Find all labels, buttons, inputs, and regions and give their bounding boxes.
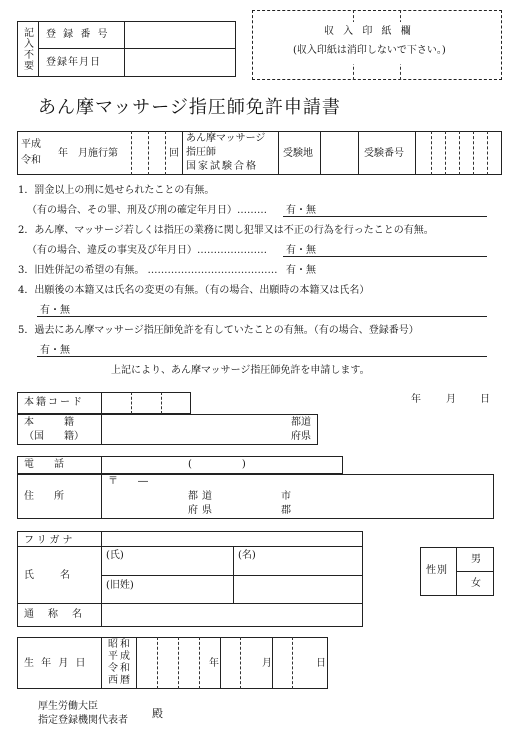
birth-year-label: 年: [209, 658, 219, 669]
common-name-label: 通 称 名: [24, 609, 84, 620]
revenue-stamp-title: 収 入 印 紙 欄: [324, 26, 414, 37]
honseki-code-label: 本籍コード: [24, 397, 84, 408]
name-label: 氏 名: [24, 570, 72, 581]
old-family-name-label[interactable]: (旧姓): [106, 580, 134, 591]
registration-number-field[interactable]: [125, 22, 235, 47]
question-5-answer[interactable]: 有・無: [40, 345, 70, 356]
apply-date-day: 日: [480, 394, 490, 405]
phone-parens[interactable]: ( ): [188, 459, 246, 470]
form-title: あん摩マッサージ指圧師免許申請書: [38, 97, 341, 118]
honseki-field[interactable]: [102, 415, 287, 444]
honseki-label: 本 籍: [24, 417, 74, 428]
registration-date-label: 登録年月日: [46, 57, 101, 68]
kokuseki-label: （国 籍）: [24, 431, 84, 442]
registration-number-label: 登 録 番 号: [46, 29, 110, 40]
exam-name-line1: あん摩マッサージ: [186, 133, 266, 144]
sex-male-option[interactable]: 男: [471, 554, 481, 565]
family-name-label[interactable]: (氏): [106, 550, 124, 561]
birth-date-label: 生 年 月 日: [24, 658, 88, 669]
exam-number-label: 受験番号: [364, 148, 404, 159]
question-4: 4．出願後の本籍又は氏名の変更の有無。（有の場合、出願時の本籍又は氏名）: [18, 285, 370, 296]
apply-date-month: 月: [446, 394, 456, 405]
birth-month-label: 月: [262, 658, 272, 669]
question-3: 3．旧姓併記の希望の有無。 …………………………………: [18, 265, 278, 276]
question-2-sub: （有の場合、違反の事実及び年月日）…………………: [27, 245, 267, 256]
common-name-field[interactable]: [102, 604, 362, 626]
exam-date-label: 年 月施行第: [58, 148, 118, 159]
question-3-answer[interactable]: 有・無: [286, 265, 316, 276]
question-1-answer[interactable]: 有・無: [286, 205, 316, 216]
address-pref-1: 都道: [188, 491, 216, 502]
question-2: 2．あん摩、マッサージ若しくは指圧の業務に関し犯罪又は不正の行為を行ったことの有無。: [18, 225, 434, 236]
era-seireki[interactable]: 西暦: [108, 675, 132, 686]
addressee-line-1: 厚生労働大臣: [38, 701, 98, 712]
address-label: 住 所: [24, 491, 64, 502]
given-name-label[interactable]: (名): [238, 550, 256, 561]
honseki-pref-2: 府県: [291, 431, 311, 442]
exam-kai-label: 回: [169, 148, 179, 159]
question-4-answer[interactable]: 有・無: [40, 305, 70, 316]
question-2-answer[interactable]: 有・無: [286, 245, 316, 256]
question-1: 1．罰金以上の刑に処せられたことの有無。: [18, 185, 215, 196]
address-gun: 郡: [281, 505, 291, 516]
question-1-sub: （有の場合、その罪、刑及び刑の確定年月日）………: [27, 205, 267, 216]
sex-label: 性別: [426, 565, 448, 576]
era-showa[interactable]: 昭和: [108, 639, 132, 650]
address-box: [17, 474, 494, 519]
era-heisei: 平成: [21, 139, 41, 150]
exam-place-label: 受験地: [283, 148, 313, 159]
furigana-label: フリガナ: [24, 535, 76, 546]
apply-statement: 上記により、あん摩マッサージ指圧師免許を申請します。: [111, 365, 370, 376]
honseki-code-field[interactable]: [102, 393, 190, 413]
sex-female-option[interactable]: 女: [471, 578, 481, 589]
address-pref-2: 府県: [188, 505, 216, 516]
exam-name-line3: 国家試験合格: [186, 161, 258, 172]
era-reiwa: 令和: [21, 155, 41, 166]
era-heisei-birth[interactable]: 平成: [108, 651, 132, 662]
birth-day-label: 日: [316, 658, 326, 669]
address-city: 市: [281, 491, 291, 502]
postal-code-field[interactable]: 〒 ―: [108, 476, 148, 487]
question-5: 5．過去にあん摩マッサージ指圧師免許を有していたことの有無。（有の場合、登録番号）: [18, 325, 419, 336]
phone-box: [17, 456, 343, 474]
addressee-line-2: 指定登録機関代表者: [38, 715, 128, 726]
revenue-stamp-note: (収入印紙は消印しないで下さい。): [293, 45, 446, 56]
not-required-label: 記入不要: [21, 27, 33, 71]
registration-date-field[interactable]: [125, 49, 235, 76]
era-reiwa-birth[interactable]: 令和: [108, 663, 132, 674]
addressee-honorific: 殿: [152, 707, 163, 720]
apply-date-year: 年: [411, 394, 421, 405]
honseki-pref-1: 都道: [291, 417, 311, 428]
exam-name-line2: 指圧師: [186, 147, 216, 158]
furigana-field[interactable]: [102, 532, 362, 545]
phone-label: 電 話: [24, 459, 64, 470]
